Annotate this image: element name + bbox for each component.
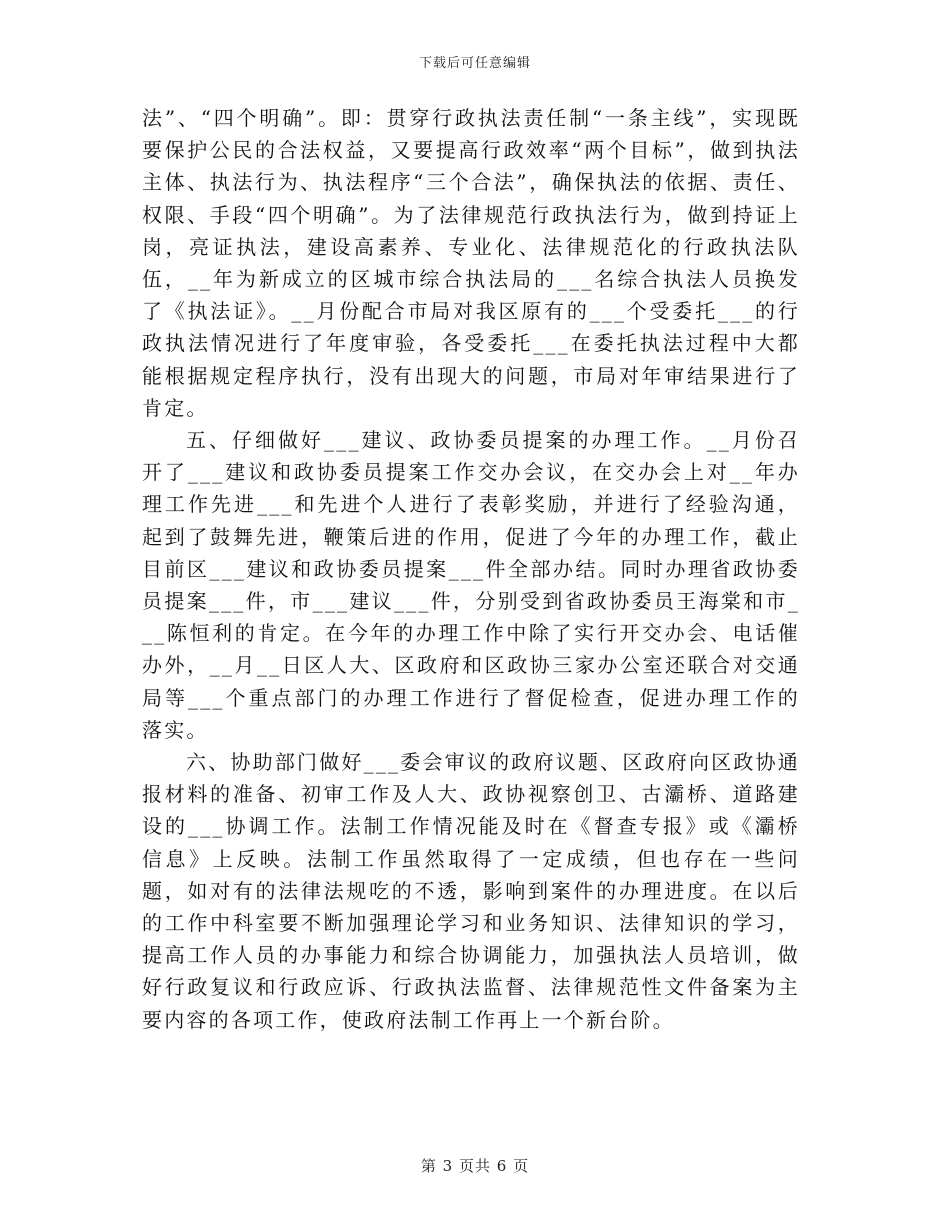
page-number: 第 3 页共 6 页	[420, 1157, 530, 1175]
paragraph-section-six: 六、协助部门做好___委会审议的政府议题、区政府向区政协通报材料的准备、初审工作及人大、政协视察创卫、古灞桥、道路建设的___协调工作。法制工作情况能及时在《督查专报》或《灞桥信息》上反映。法制工作虽然取得了一定成绩，但也存在一些问题，如对有的法律法规吃的不透，影响到案件的办理进度。在以后的工作中科室要不断加强理论学习和业务知识、法律知识的学习，提高工作人员的办事能力和综合协调能力，加强执法人员培训，做好行政复议和行政应诉、行政执法监督、法律规范性文件备案为主要内容的各项工作，使政府法制工作再上一个新台阶。	[142, 750, 800, 1032]
paragraph-section-five: 五、仔细做好___建议、政协委员提案的办理工作。__月份召开了___建议和政协委员提案工作交办会议，在交办会上对__年办理工作先进___和先进个人进行了表彰奖励，并进行了经验沟通，起到了鼓舞先进，鞭策后进的作用，促进了今年的办理工作，截止目前区___建议和政协委员提案___件全部办结。同时办理省政协委员提案___件，市___建议___件，分别受到省政协委员王海棠和市___陈恒利的肯定。在今年的办理工作中除了实行开交办会、电话催办外，__月__日区人大、区政府和区政协三家办公室还联合对交通局等___个重点部门的办理工作进行了督促检查，促进办理工作的落实。	[142, 428, 800, 742]
paragraph-continuation: 法”、“四个明确”。即：贯穿行政执法责任制“一条主线”，实现既要保护公民的合法权益，又要提高行政效率“两个目标”，做到执法主体、执法行为、执法程序“三个合法”，确保执法的依据、责任、权限、手段“四个明确”。为了法律规范行政执法行为，做到持证上岗，亮证执法，建设高素养、专业化、法律规范化的行政执法队伍，__年为新成立的区城市综合执法局的___名综合执法人员换发了《执法证》。__月份配合市局对我区原有的___个受委托___的行政执法情况进行了年度审验，各受委托___在委托执法过程中大都能根据规定程序执行，没有出现大的问题，市局对年审结果进行了肯定。	[142, 106, 800, 420]
document-body	[142, 102, 800, 1036]
page-header: 下载后可任意编辑	[418, 56, 531, 71]
